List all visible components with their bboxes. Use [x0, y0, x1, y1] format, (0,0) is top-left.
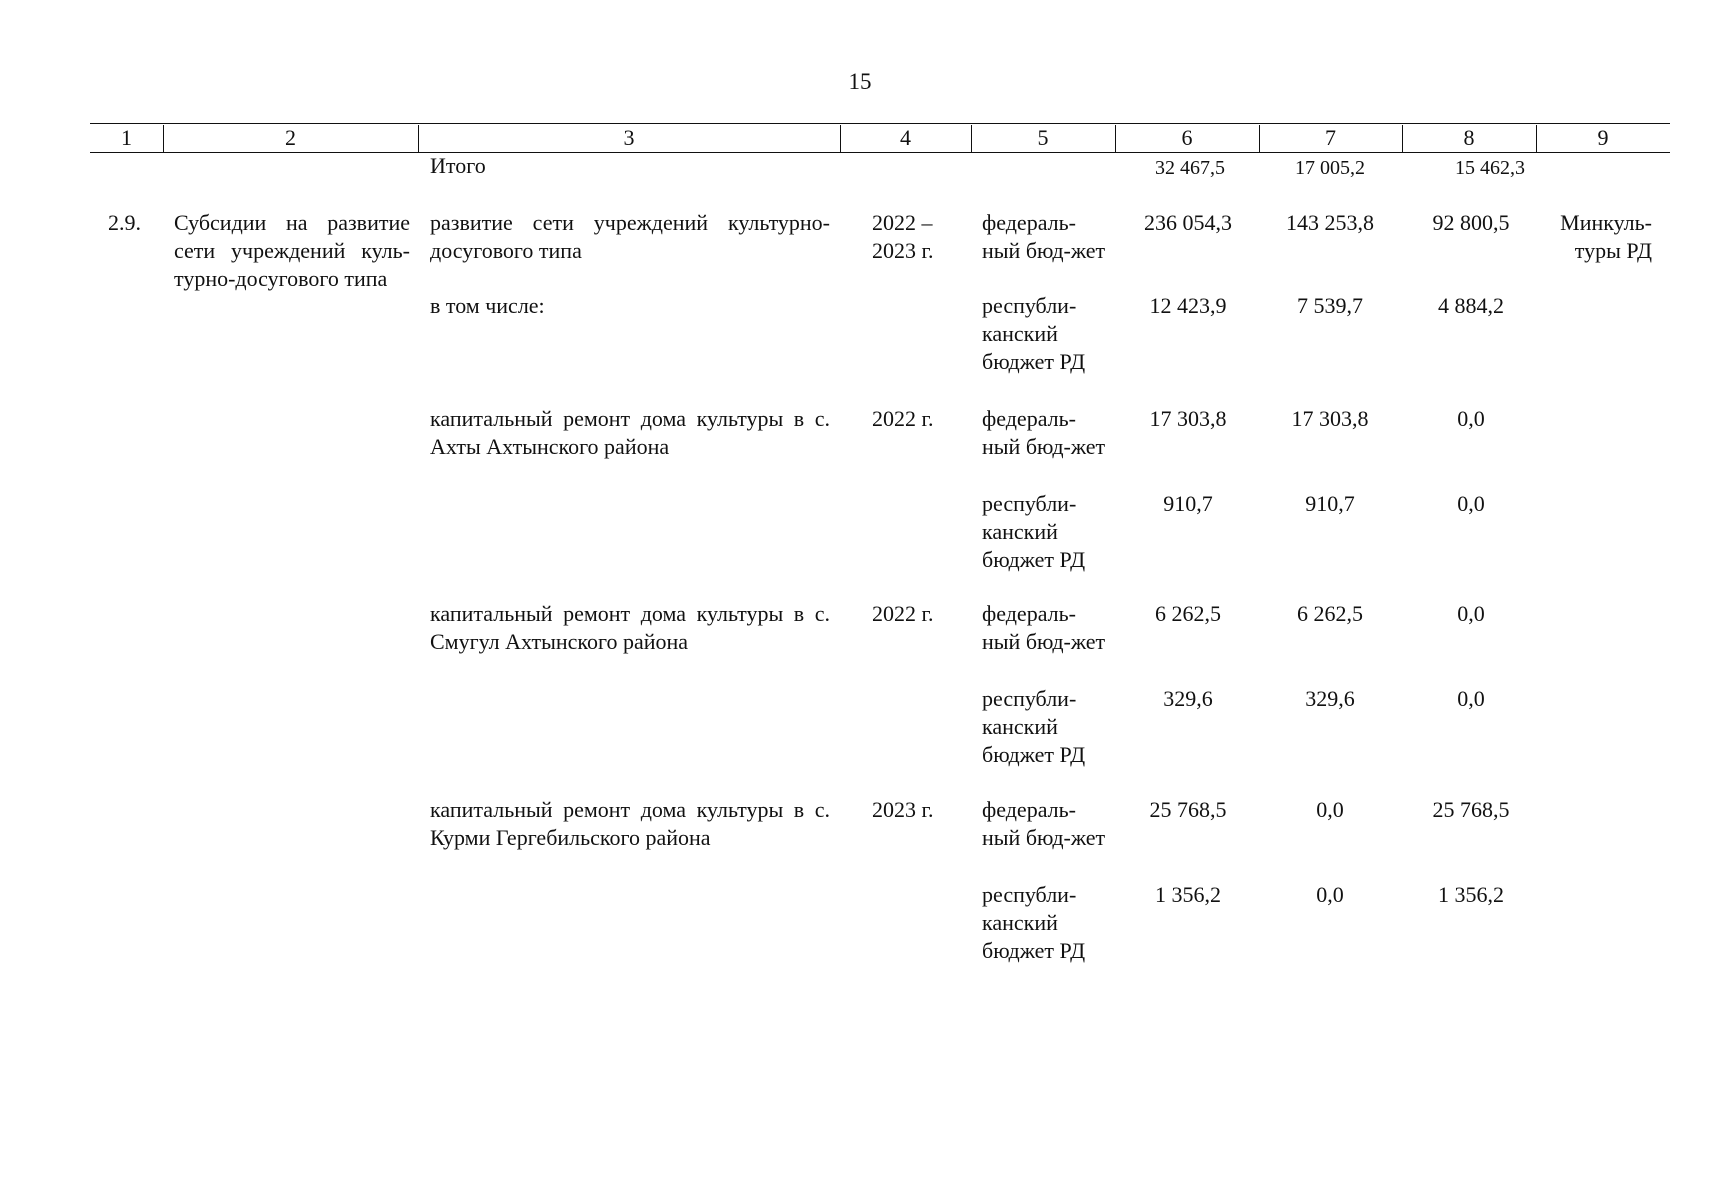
federal-col8: 92 800,5 [1432, 210, 1510, 235]
item-period: 2023 г. [872, 797, 934, 822]
republic-col7: 7 539,7 [1297, 293, 1363, 318]
item-period: 2022 г. [872, 406, 934, 431]
funding-source-federal: федераль-ный бюд-жет [982, 406, 1106, 459]
row-name: Субсидии на развитие сети учреждений куль-турно-досугового типа [174, 210, 410, 291]
itogo-col8: 15 462,3 [1455, 157, 1525, 179]
item-description: капитальный ремонт дома культуры в с. Курми Гергебильского района [430, 797, 830, 850]
republic-col6: 329,6 [1163, 686, 1213, 711]
federal-col7: 17 303,8 [1291, 406, 1369, 431]
republic-col6: 1 356,2 [1155, 882, 1221, 907]
itogo-label: Итого [430, 153, 486, 178]
item-sublabel: в том числе: [430, 293, 545, 318]
column-header-1: 1 [121, 125, 132, 150]
column-header-6: 6 [1181, 125, 1193, 150]
republic-col8: 0,0 [1457, 686, 1485, 711]
federal-col8: 0,0 [1457, 406, 1485, 431]
republic-col8: 1 356,2 [1438, 882, 1504, 907]
column-header-4: 4 [900, 125, 911, 150]
itogo-col7: 17 005,2 [1295, 157, 1365, 179]
column-header-9: 9 [1597, 125, 1609, 150]
header-bottom-rule [90, 152, 1670, 153]
republic-col7: 329,6 [1305, 686, 1355, 711]
republic-col7: 910,7 [1305, 491, 1355, 516]
federal-col6: 25 768,5 [1149, 797, 1227, 822]
page-number: 15 [848, 69, 872, 94]
funding-source-federal: федераль-ный бюд-жет [982, 601, 1106, 654]
federal-col6: 236 054,3 [1144, 210, 1232, 235]
funding-source-republic: республи-канский бюджет РД [982, 686, 1086, 767]
funding-source-republic: республи-канский бюджет РД [982, 882, 1086, 963]
item-description: капитальный ремонт дома культуры в с. Ахты Ахтынского района [430, 406, 830, 459]
column-header-8: 8 [1463, 125, 1475, 150]
funding-source-republic: республи-канский бюджет РД [982, 293, 1086, 374]
itogo-col6: 32 467,5 [1155, 157, 1225, 179]
funding-source-federal: федераль-ный бюд-жет [982, 210, 1106, 263]
item-period: 2022 г. [872, 601, 934, 626]
column-header-7: 7 [1325, 125, 1336, 150]
republic-col7: 0,0 [1316, 882, 1344, 907]
federal-col7: 0,0 [1316, 797, 1344, 822]
item-description: развитие сети учреждений культурно-досугового типа [430, 210, 830, 263]
item-period: 2022 – 2023 г. [872, 210, 934, 263]
column-header-2: 2 [285, 125, 296, 150]
responsible-body: Минкуль-туры РД [1560, 210, 1652, 263]
funding-source-republic: республи-канский бюджет РД [982, 491, 1086, 572]
federal-col8: 0,0 [1457, 601, 1485, 626]
federal-col6: 17 303,8 [1149, 406, 1227, 431]
item-description: капитальный ремонт дома культуры в с. Смугул Ахтынского района [430, 601, 830, 654]
federal-col8: 25 768,5 [1432, 797, 1510, 822]
federal-col6: 6 262,5 [1155, 601, 1221, 626]
funding-source-federal: федераль-ный бюд-жет [982, 797, 1106, 850]
republic-col8: 4 884,2 [1438, 293, 1504, 318]
republic-col8: 0,0 [1457, 491, 1485, 516]
republic-col6: 12 423,9 [1149, 293, 1227, 318]
federal-col7: 143 253,8 [1286, 210, 1374, 235]
column-header-3: 3 [623, 125, 635, 150]
federal-col7: 6 262,5 [1297, 601, 1363, 626]
republic-col6: 910,7 [1163, 491, 1213, 516]
row-number: 2.9. [108, 210, 141, 235]
column-header-5: 5 [1037, 125, 1049, 150]
